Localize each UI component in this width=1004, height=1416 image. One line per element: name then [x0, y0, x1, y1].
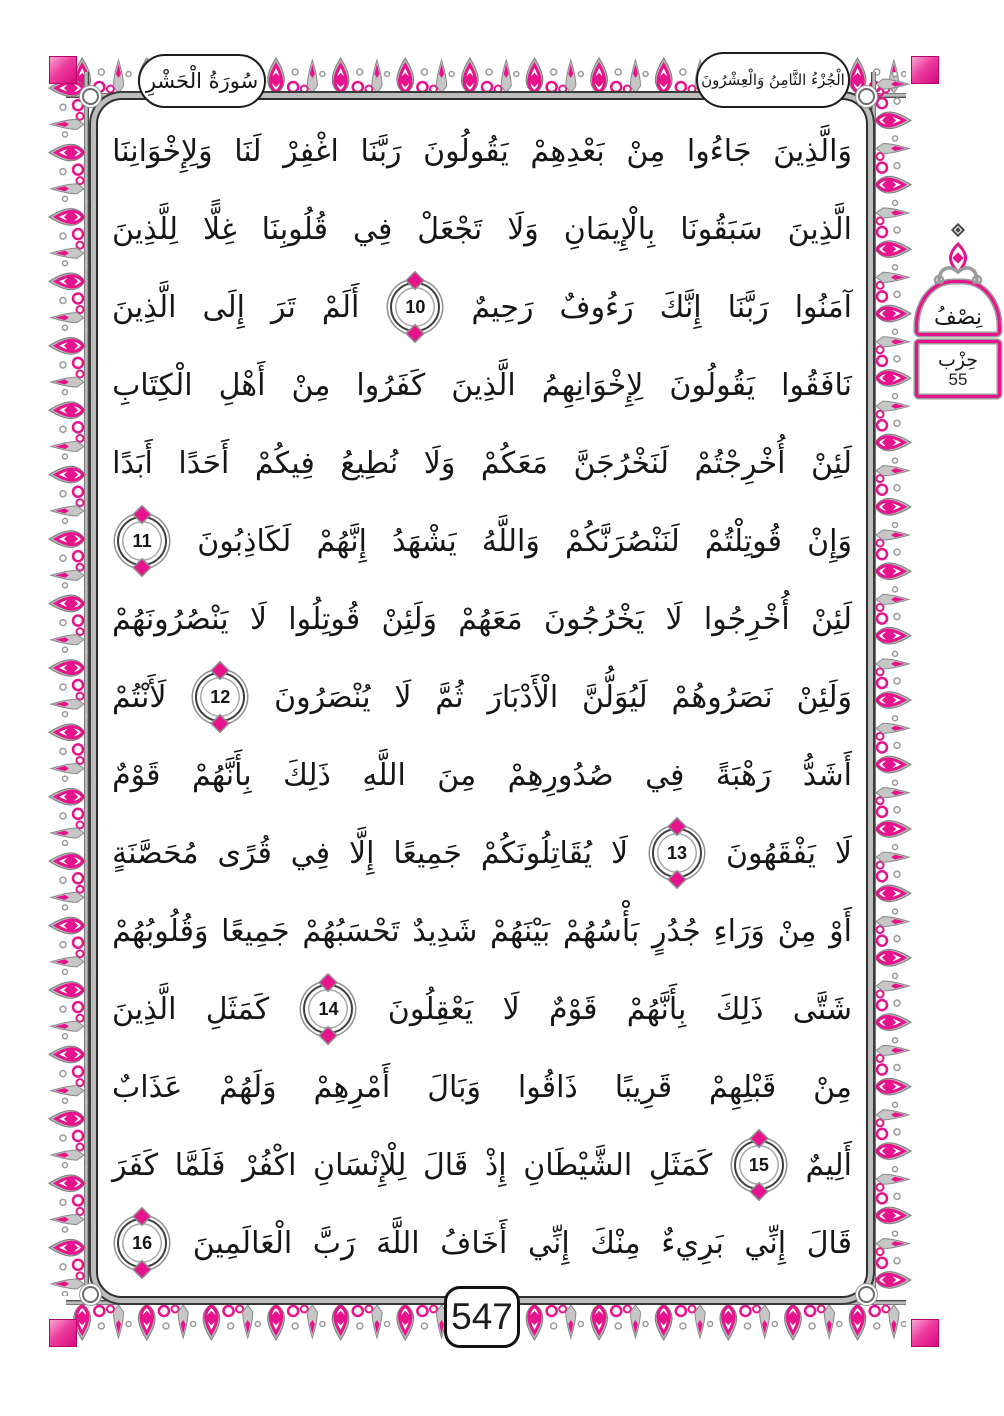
quran-word: أَلِيمٌ [805, 1147, 852, 1183]
quran-word: بَأْسُهُمْ [562, 913, 640, 949]
quran-word: لَئِنْ [810, 445, 852, 481]
quran-word: الْأَدْبَارَ [487, 679, 559, 715]
quran-word: مِنَ [437, 757, 477, 793]
quran-line [112, 892, 852, 970]
quran-word: الَّذِينَ [787, 211, 852, 247]
quran-word: وَلَئِنْ [381, 601, 438, 637]
quran-word: اكْفُرْ [242, 1147, 297, 1183]
quran-word: أَهْلِ [218, 367, 266, 403]
quran-word: آمَنُوا [794, 289, 852, 325]
quran-word: قُوتِلْتُمْ [704, 523, 782, 559]
quran-word: كَفَرُوا [356, 367, 426, 403]
quran-word: كَمَثَلِ [648, 1147, 713, 1183]
quran-word: مِنْكَ [590, 1225, 641, 1261]
corner-ring-icon [82, 1286, 99, 1303]
verse-marker [303, 984, 353, 1034]
surah-title: سُورَةُ الْحَشْرِ [145, 69, 259, 93]
verse-number: 15 [748, 1154, 769, 1175]
verse-number: 13 [667, 842, 688, 863]
quran-line [112, 424, 852, 502]
quran-word: نُطِيعُ [340, 445, 399, 481]
verse-marker [390, 282, 440, 332]
quran-word: تَرَ [270, 289, 296, 325]
hizb-number-box [915, 340, 1001, 398]
quran-word: الَّذِينَ [112, 289, 177, 325]
quran-word: لَأَنْتُمْ [112, 679, 167, 715]
quran-word: الْكِتَابِ [112, 367, 193, 403]
verse-number: 12 [210, 686, 231, 707]
quran-word: رَهْبَةً [715, 757, 772, 793]
quran-word: مُحَصَّنَةٍ [112, 835, 199, 871]
quran-word: عَذَابٌ [112, 1069, 183, 1105]
quran-word: الَّذِينَ [112, 991, 177, 1027]
quran-word: فِي [645, 757, 685, 793]
verse-number: 14 [318, 998, 339, 1019]
quran-line [112, 1204, 852, 1282]
quran-word: اللَّهِ [362, 757, 406, 793]
corner-ring-icon [858, 88, 875, 105]
verse-number: 10 [405, 296, 426, 317]
quran-word: وَقُلُوبُهُمْ [112, 913, 209, 949]
quran-word: قَبْلِهِمْ [709, 1069, 777, 1105]
quran-line [112, 112, 852, 190]
quran-word: يَشْهَدُ [392, 523, 457, 559]
quran-word: جَمِيعًا [393, 835, 462, 871]
quran-word: تَجْعَلْ [417, 211, 483, 247]
border-left-ornament-icon [47, 72, 89, 1296]
verse-number: 16 [132, 1232, 153, 1253]
quran-word: ذَلِكَ [715, 991, 764, 1027]
quran-word: فِيكُمْ [254, 445, 315, 481]
quran-line [112, 736, 852, 814]
quran-word: جُدُرٍ [652, 913, 701, 949]
corner-gem-icon [912, 1320, 938, 1346]
quran-word: أَوْ [829, 913, 852, 949]
corner-gem-icon [50, 1320, 76, 1346]
quran-word: لِلْإِنْسَانِ [313, 1147, 407, 1183]
quran-word: بَيْنَهُمْ [490, 913, 551, 949]
quran-word: تَحْسَبُهُمْ [302, 913, 400, 949]
quran-word: لَا [611, 835, 629, 871]
quran-line [112, 580, 852, 658]
verse-number: 11 [132, 530, 152, 551]
quran-word: شَتَّى [792, 991, 852, 1027]
quran-word: قَوْمٌ [112, 757, 161, 793]
quran-word: يُنْصَرُونَ [274, 679, 371, 715]
quran-line [112, 658, 852, 736]
page-number: 547 [451, 1296, 513, 1337]
border-right-ornament-icon [871, 72, 913, 1296]
quran-word: يُقَاتِلُونَكُمْ [480, 835, 593, 871]
verse-marker [652, 828, 702, 878]
quran-word: يَقُولُونَ [423, 133, 509, 169]
quran-word: أَشَدُّ [802, 757, 852, 793]
quran-word: بَعْدِهِمْ [530, 133, 605, 169]
quran-word: رَبَّنَا [360, 133, 402, 169]
diamond-finial-icon [949, 220, 967, 240]
quran-word: الَّذِينَ [451, 367, 516, 403]
quran-line [112, 502, 852, 580]
quran-word: يَعْقِلُونَ [387, 991, 474, 1027]
quran-line [112, 1126, 852, 1204]
quran-word: أَحَدًا [178, 445, 230, 481]
quran-word: مَعَكُمْ [480, 445, 548, 481]
quran-word: صُدُورِهِمْ [507, 757, 614, 793]
verse-marker [117, 1218, 167, 1268]
quran-word: قَوْمٌ [549, 991, 598, 1027]
corner-ring-icon [858, 1286, 875, 1303]
quran-line [112, 1048, 852, 1126]
quran-word: ثُمَّ [435, 679, 464, 715]
quran-word: رَبَّ [312, 1225, 356, 1261]
quran-word: اللَّهَ [376, 1225, 420, 1261]
quran-word: رَءُوفٌ [559, 289, 634, 325]
quran-word: لَا [502, 991, 520, 1027]
corner-gem-icon [50, 57, 76, 83]
quran-word: لَنَخْرُجَنَّ [573, 445, 669, 481]
quran-word: مِنْ [777, 913, 817, 949]
quran-word: مِنْ [291, 367, 331, 403]
corner-ring-icon [82, 88, 99, 105]
quran-word: نَافَقُوا [781, 367, 852, 403]
quran-word: إِذْ [484, 1147, 507, 1183]
quran-word: فِي [352, 211, 393, 247]
quran-word: مِنْ [626, 133, 666, 169]
quran-word: الْعَالَمِينَ [192, 1225, 293, 1261]
quran-word: أَمْرِهِمْ [313, 1069, 391, 1105]
quran-word: قَالَ [806, 1225, 852, 1261]
quran-word: يَخْرُجُونَ [543, 601, 645, 637]
verse-marker [117, 516, 167, 566]
quran-word: لَنَا [234, 133, 262, 169]
quran-word: فِي [290, 835, 331, 871]
juz-title: الْجُزْءُ الثَّامِنُ وَالْعِشْرُونَ [701, 71, 845, 89]
hizb-label: حِزْب [937, 349, 979, 371]
quran-word: وَالَّذِينَ [773, 133, 852, 169]
corner-gem-icon [912, 57, 938, 83]
quran-word: لِإِخْوَانِهِمُ [541, 367, 644, 403]
quran-word: قَرِيبًا [614, 1069, 673, 1105]
scroll-crown-icon [925, 242, 991, 284]
quran-word: كَمَثَلِ [205, 991, 270, 1027]
quran-word: يَنْصُرُونَهُمْ [112, 601, 229, 637]
quran-word: وَلَئِنْ [796, 679, 852, 715]
surah-title-cartouche [138, 54, 266, 108]
quran-word: نَصَرُوهُمْ [671, 679, 773, 715]
quran-word: أَبَدًا [112, 445, 153, 481]
quran-word: بَرِيءٌ [661, 1225, 724, 1261]
quran-word: لَكَاذِبُونَ [197, 523, 292, 559]
quran-word: لَنَنْصُرَنَّكُمْ [565, 523, 680, 559]
quran-word: لِلَّذِينَ [112, 211, 179, 247]
quran-word: لَا [665, 601, 683, 637]
quran-line [112, 268, 852, 346]
quran-line [112, 190, 852, 268]
quran-word: بِأَنَّهُمْ [191, 757, 252, 793]
quran-word: سَبَقُونَا [680, 211, 763, 247]
quran-word: لَئِنْ [810, 601, 852, 637]
quran-word: غِلًّا [203, 211, 237, 247]
quran-word: وَلَهُمْ [219, 1069, 277, 1105]
quran-word: اغْفِرْ [283, 133, 339, 169]
quran-word: الشَّيْطَانِ [523, 1147, 633, 1183]
quran-word: جَاءُوا [686, 133, 752, 169]
quran-word: وَاللَّهُ [481, 523, 540, 559]
quran-word: فَلَمَّا [174, 1147, 226, 1183]
quran-word: جَمِيعًا [221, 913, 290, 949]
quran-word: مَعَهُمْ [458, 601, 523, 637]
quran-word: إِنَّكَ [659, 289, 702, 325]
quran-word: ذَاقُوا [517, 1069, 578, 1105]
quran-word: شَدِيدٌ [412, 913, 478, 949]
quran-word: إِلَّا [349, 835, 375, 871]
hizb-half-label-box [915, 280, 1001, 336]
page-number-badge [444, 1286, 520, 1348]
verse-marker [195, 672, 245, 722]
quran-word: أُخْرِجُوا [703, 601, 790, 637]
text-lines [112, 112, 852, 1282]
juz-title-cartouche [696, 52, 850, 108]
hizb-margin-marker [915, 220, 1001, 398]
quran-word: رَبَّنَا [727, 289, 769, 325]
quran-word: مِنْ [813, 1069, 852, 1105]
quran-word: لَيُوَلُّنَّ [582, 679, 648, 715]
quran-word: بِأَنَّهُمْ [626, 991, 687, 1027]
quran-word: يَفْقَهُونَ [725, 835, 816, 871]
hizb-half-label: نِصْفُ [934, 305, 982, 330]
quran-word: إِنِّي [744, 1225, 787, 1261]
quran-word: وَلِإِخْوَانِنَا [112, 133, 213, 169]
quran-word: أَلَمْ [321, 289, 360, 325]
quran-word: إِنَّهُمْ [316, 523, 367, 559]
quran-word: قُلُوبِنَا [261, 211, 328, 247]
quran-word: قُوتِلُوا [288, 601, 361, 637]
quran-word: إِنِّي [527, 1225, 570, 1261]
quran-word: لَا [249, 601, 268, 637]
quran-word: يَقُولُونَ [669, 367, 756, 403]
quran-line [112, 346, 852, 424]
quran-word: قَالَ [422, 1147, 469, 1183]
quran-word: لَا [834, 835, 852, 871]
quran-word: أُخْرِجْتُمْ [694, 445, 786, 481]
quran-word: وَرَاءِ [713, 913, 765, 949]
quran-line [112, 814, 852, 892]
quran-word: وَلَا [507, 211, 539, 247]
quran-word: لَا [394, 679, 412, 715]
quran-word: أَخَافُ [440, 1225, 508, 1261]
quran-word: قُرًى [217, 835, 272, 871]
quran-word: وَإِنْ [807, 523, 852, 559]
quran-word: بِالْإِيمَانِ [563, 211, 656, 247]
quran-word: رَحِيمٌ [471, 289, 534, 325]
quran-word: كَفَرَ [112, 1147, 159, 1183]
quran-line [112, 970, 852, 1048]
quran-word: إِلَى [202, 289, 245, 325]
verse-marker [734, 1140, 784, 1190]
quran-word: وَلَا [423, 445, 456, 481]
hizb-number: 55 [948, 370, 968, 389]
quran-word: وَبَالَ [427, 1069, 481, 1105]
quran-word: ذَلِكَ [283, 757, 331, 793]
